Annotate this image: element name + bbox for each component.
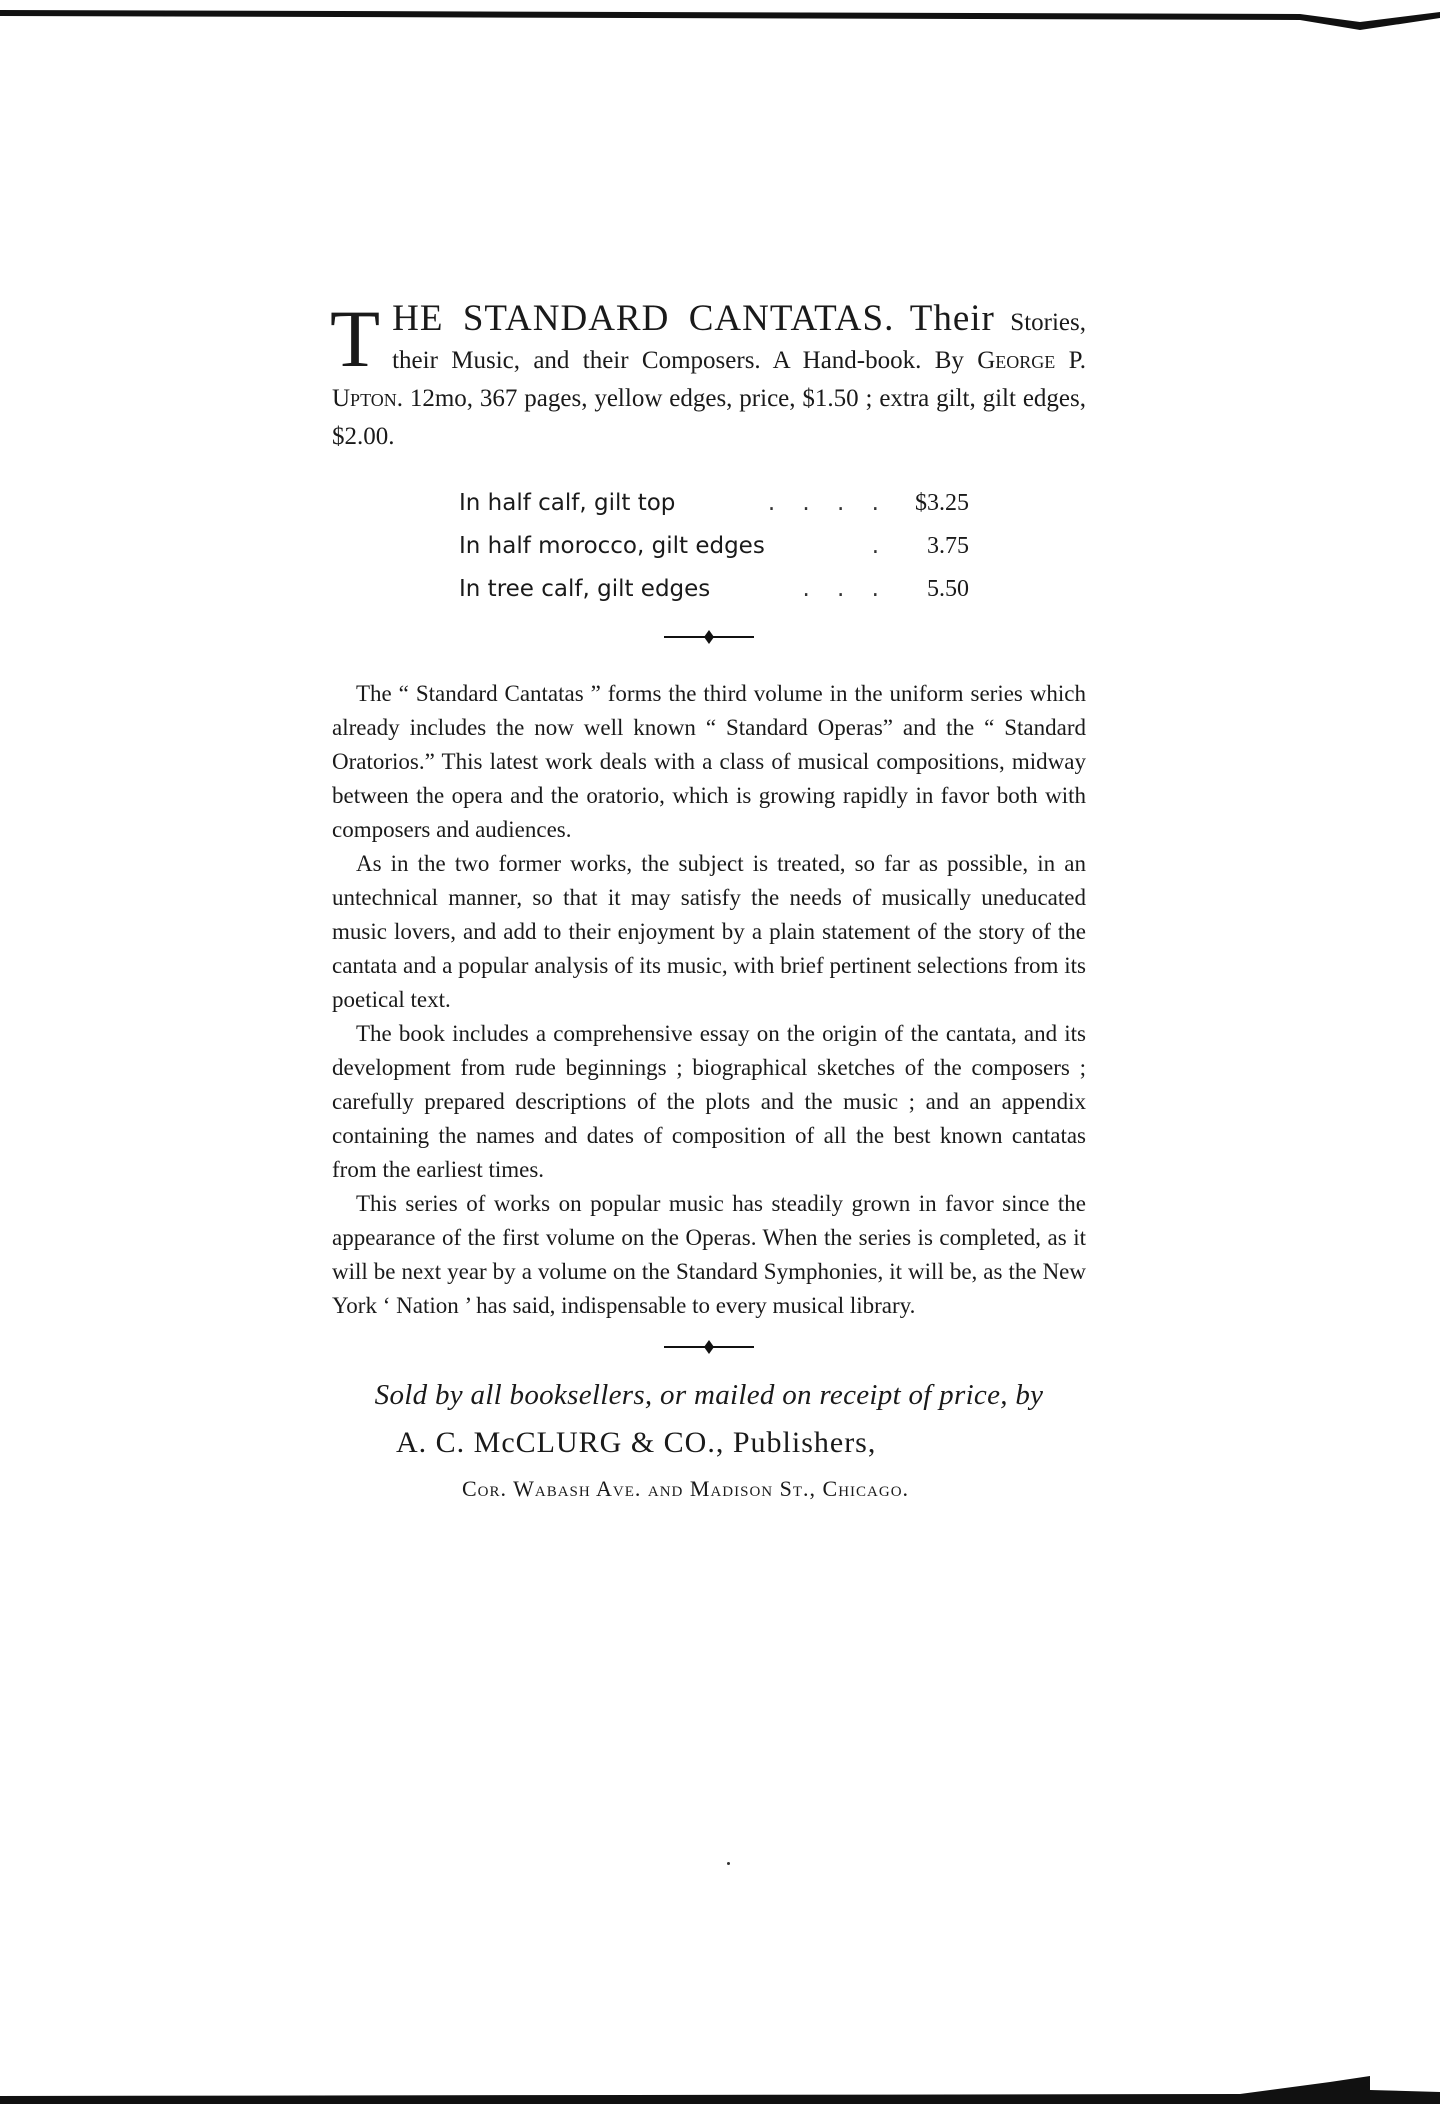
price-leader: . . . [802,576,889,602]
ink-speck [727,1862,730,1865]
diamond-ornament [664,1337,754,1357]
price-leader: . [871,533,889,559]
price-value: 5.50 [927,576,969,602]
paragraph: The book includes a comprehensive essay on the origin of the cantata, and its development from rude beginnings ; biographical sketches of the composers ; carefully prepared descriptions of the plots and the music ; and an appendix containing the names and dates of composition of all the best known cantatas from the earliest times. [332,1021,1086,1182]
price-row [459,568,969,611]
author-name: George P. Upton [332,347,1087,412]
price-label: In tree calf, gilt edges [459,576,711,602]
book-title: HE STANDARD CANTATAS. [392,298,895,339]
title-block [330,293,1087,456]
diamond-ornament [664,627,754,647]
price-row [459,525,969,568]
publisher-name: A. C. McCLURG & CO., Publishers, [396,1426,877,1459]
price-list [459,482,969,611]
price-label: In half calf, gilt top [459,490,676,516]
sold-by-line: Sold by all booksellers, or mailed on receipt of price, by [374,1379,1044,1411]
top-rule [0,4,1440,34]
drop-cap: T [330,293,381,384]
advertisement-page [330,293,1087,1502]
paragraph: As in the two former works, the subject is treated, so far as possible, in an untechnical manner, so that it may satisfy the needs of musically uneducated music lovers, and add to their enjoyment by a plain statement of the story of the cantata and a popular analysis of its music, with brief pertinent selections from its poetical text. [332,851,1086,1012]
description [332,677,1086,1323]
paragraph: This series of works on popular music has steadily grown in favor since the appearance of the first volume on the Operas. When the series is completed, as it will be next year by a volume on the Standard Symphonies, it will be, as the New York ‘ Nation ’ has said, indispensable to every musical library. [332,1191,1086,1318]
book-intro: Stories, their Music, and their Composers. A Hand-book. By [392,309,1086,374]
paragraph: The “ Standard Cantatas ” forms the third volume in the uniform series which already includes the now well known “ Standard Operas” and the “ Standard Oratorios.” This latest work deals with a class of musical compositions, midway between the opera and the oratorio, which is growing rapidly in favor both with composers and audiences. [332,681,1086,842]
bottom-rule [0,2068,1440,2108]
book-title-tail: Their [909,298,995,339]
price-row [459,482,969,525]
price-value: $3.25 [915,490,969,516]
price-value: 3.75 [927,533,969,559]
book-details: . 12mo, 367 pages, yellow edges, price, $1.50 ; extra gilt, gilt edges, $2.00. [332,385,1086,450]
price-leader: . . . . [767,490,889,516]
publisher-address: Cor. Wabash Ave. and Madison St., Chicago. [462,1476,910,1501]
price-label: In half morocco, gilt edges [459,533,765,559]
